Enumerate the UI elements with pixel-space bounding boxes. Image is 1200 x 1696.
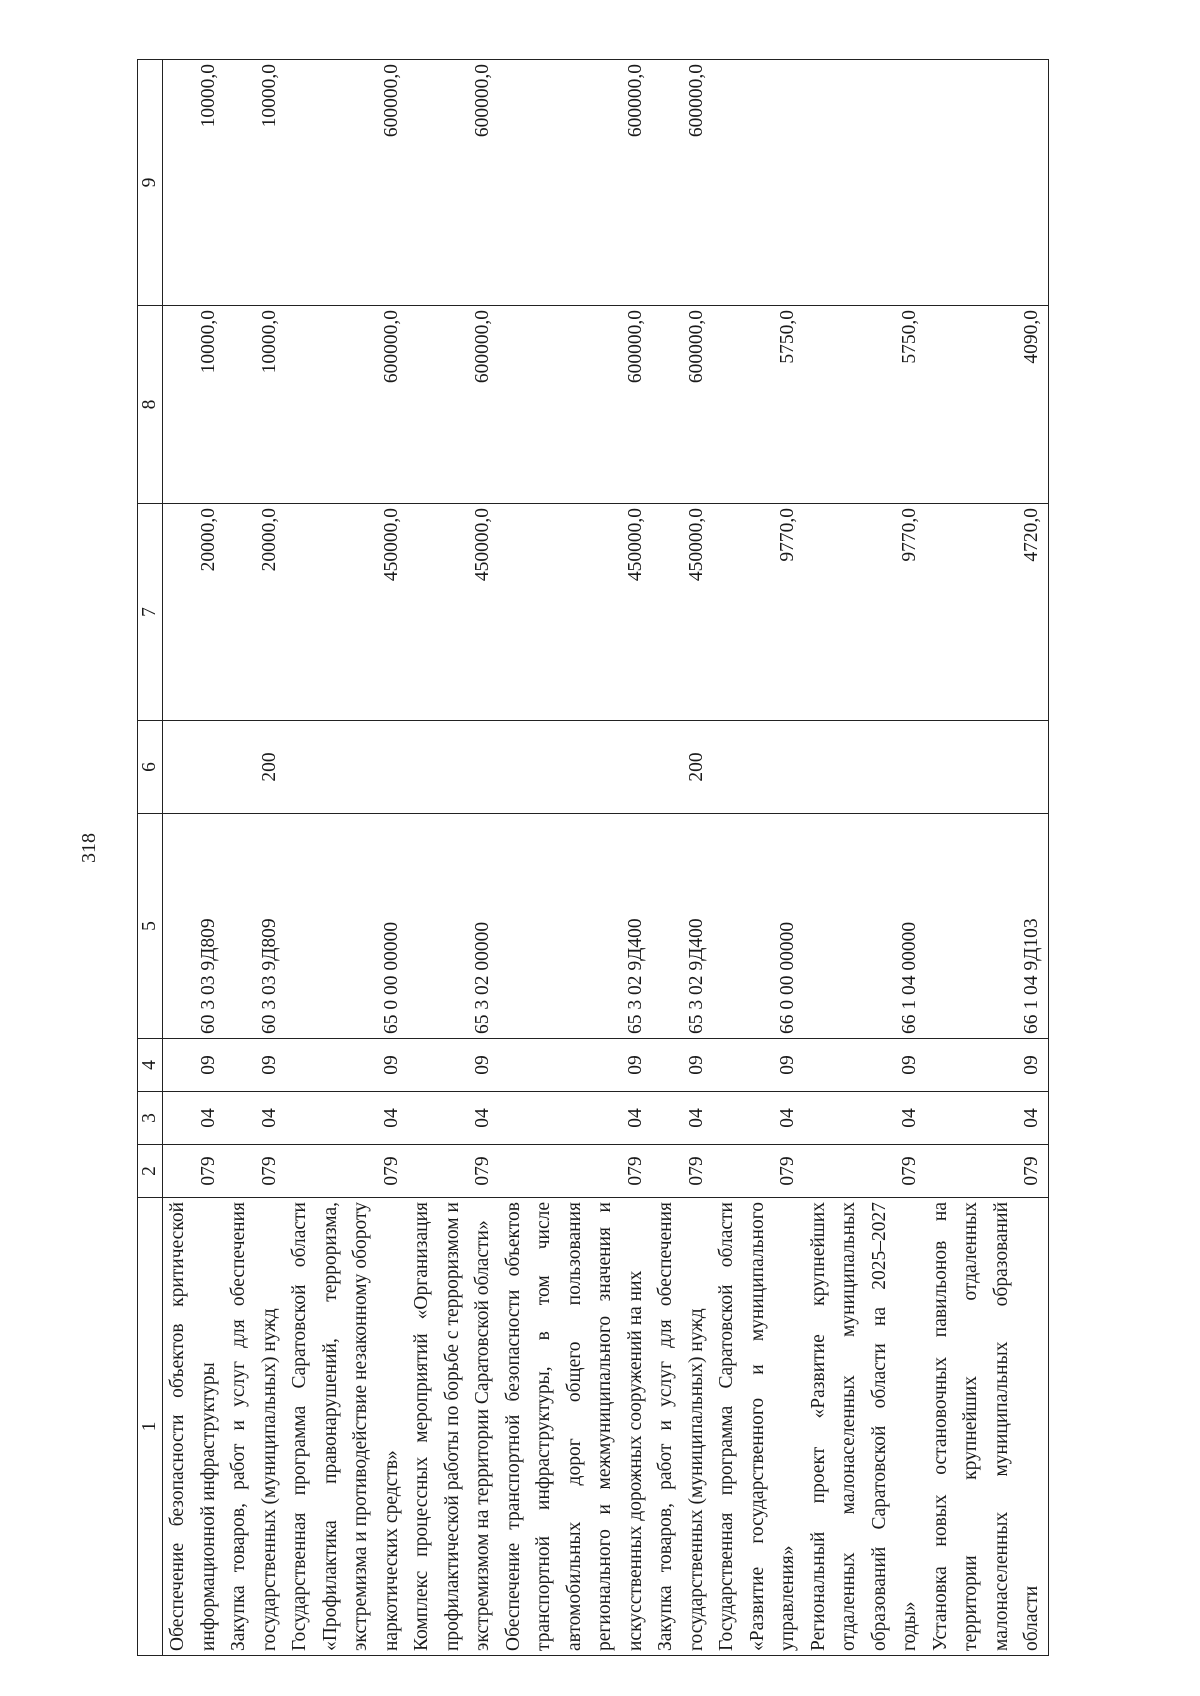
- item-name: Закупка товаров, работ и услуг для обеспечения государственных (муниципальных) нужд: [651, 1198, 712, 1656]
- amount-col-8: 5750,0: [804, 306, 926, 504]
- section-code: 04: [163, 1092, 225, 1145]
- amount-col-8: 600000,0: [499, 306, 652, 504]
- amount-col-7: 450000,0: [285, 504, 407, 721]
- target-article-code: 60 3 03 9Д809: [163, 814, 225, 1039]
- ministry-code: 079: [163, 1145, 225, 1198]
- column-header: 3: [138, 1092, 163, 1145]
- amount-col-9: 10000,0: [163, 60, 225, 306]
- ministry-code: 079: [285, 1145, 407, 1198]
- amount-col-9: 600000,0: [285, 60, 407, 306]
- column-header: 4: [138, 1039, 163, 1092]
- ministry-code: 079: [926, 1145, 1049, 1198]
- section-code: 04: [285, 1092, 407, 1145]
- subsection-code: 09: [651, 1039, 712, 1092]
- amount-col-7: 4720,0: [926, 504, 1049, 721]
- amount-col-7: 450000,0: [407, 504, 499, 721]
- expense-type-code: 200: [651, 721, 712, 814]
- expense-type-code: [499, 721, 652, 814]
- ministry-code: 079: [712, 1145, 804, 1198]
- table-row: [804, 60, 926, 1656]
- section-code: 04: [407, 1092, 499, 1145]
- amount-col-8: 600000,0: [407, 306, 499, 504]
- expense-type-code: 200: [224, 721, 285, 814]
- target-article-code: 60 3 03 9Д809: [224, 814, 285, 1039]
- amount-col-9: [926, 60, 1049, 306]
- table-row: [926, 60, 1049, 1656]
- ministry-code: 079: [407, 1145, 499, 1198]
- table-row: [285, 60, 407, 1656]
- expense-type-code: [407, 721, 499, 814]
- amount-col-9: 600000,0: [499, 60, 652, 306]
- amount-col-7: 450000,0: [499, 504, 652, 721]
- subsection-code: 09: [224, 1039, 285, 1092]
- amount-col-7: 9770,0: [712, 504, 804, 721]
- page-number: 318: [78, 833, 100, 863]
- item-name: Закупка товаров, работ и услуг для обеспечения государственных (муниципальных) нужд: [224, 1198, 285, 1656]
- item-name: Государственная программа Саратовской области «Развитие государственного и муниципального управления»: [712, 1198, 804, 1656]
- table-row: [407, 60, 499, 1656]
- expense-type-code: [926, 721, 1049, 814]
- subsection-code: 09: [926, 1039, 1049, 1092]
- column-header: 6: [138, 721, 163, 814]
- section-code: 04: [224, 1092, 285, 1145]
- ministry-code: 079: [804, 1145, 926, 1198]
- column-header: 1: [138, 1198, 163, 1656]
- amount-col-9: 600000,0: [407, 60, 499, 306]
- section-code: 04: [651, 1092, 712, 1145]
- subsection-code: 09: [804, 1039, 926, 1092]
- amount-col-8: 10000,0: [163, 306, 225, 504]
- target-article-code: 65 0 00 00000: [285, 814, 407, 1039]
- item-name: Обеспечение безопасности объектов критической информационной инфраструктуры: [163, 1198, 225, 1656]
- column-header: 2: [138, 1145, 163, 1198]
- ministry-code: 079: [651, 1145, 712, 1198]
- target-article-code: 66 1 04 9Д103: [926, 814, 1049, 1039]
- subsection-code: 09: [712, 1039, 804, 1092]
- expense-type-code: [712, 721, 804, 814]
- budget-table: [137, 59, 1049, 1656]
- item-name: Комплекс процессных мероприятий «Организация профилактической работы по борьбе с терроризмом и экстремизмом на территории Саратовской области»: [407, 1198, 499, 1656]
- target-article-code: 66 1 04 00000: [804, 814, 926, 1039]
- item-name: Государственная программа Саратовской области «Профилактика правонарушений, терроризма, экстремизма и противодействие незаконному обороту наркотических средств»: [285, 1198, 407, 1656]
- table-row: [651, 60, 712, 1656]
- subsection-code: 09: [163, 1039, 225, 1092]
- column-header: 7: [138, 504, 163, 721]
- expense-type-code: [804, 721, 926, 814]
- ministry-code: 079: [499, 1145, 652, 1198]
- subsection-code: 09: [285, 1039, 407, 1092]
- target-article-code: 66 0 00 00000: [712, 814, 804, 1039]
- section-code: 04: [499, 1092, 652, 1145]
- amount-col-7: 450000,0: [651, 504, 712, 721]
- expense-type-code: [285, 721, 407, 814]
- section-code: 04: [926, 1092, 1049, 1145]
- table-row: [712, 60, 804, 1656]
- item-name: Установка новых остановочных павильонов на территории крупнейших отдаленных малонаселенных муниципальных образований области: [926, 1198, 1049, 1656]
- amount-col-8: 10000,0: [224, 306, 285, 504]
- amount-col-7: 20000,0: [163, 504, 225, 721]
- column-header: 8: [138, 306, 163, 504]
- table-row: [163, 60, 225, 1656]
- subsection-code: 09: [407, 1039, 499, 1092]
- amount-col-8: 4090,0: [926, 306, 1049, 504]
- amount-col-7: 20000,0: [224, 504, 285, 721]
- amount-col-9: [804, 60, 926, 306]
- section-code: 04: [712, 1092, 804, 1145]
- amount-col-7: 9770,0: [804, 504, 926, 721]
- item-name: Обеспечение транспортной безопасности объектов транспортной инфраструктуры, в том числе автомобильных дорог общего пользования регионального и межмуниципального значения и искусственных дорожных сооружений на них: [499, 1198, 652, 1656]
- subsection-code: 09: [499, 1039, 652, 1092]
- ministry-code: 079: [224, 1145, 285, 1198]
- item-name: Региональный проект «Развитие крупнейших отдаленных малонаселенных муниципальных образований Саратовской области на 2025–2027 годы»: [804, 1198, 926, 1656]
- target-article-code: 65 3 02 9Д400: [499, 814, 652, 1039]
- target-article-code: 65 3 02 9Д400: [651, 814, 712, 1039]
- section-code: 04: [804, 1092, 926, 1145]
- table-row: [224, 60, 285, 1656]
- column-header: 9: [138, 60, 163, 306]
- column-header: 5: [138, 814, 163, 1039]
- expense-type-code: [163, 721, 225, 814]
- header-row: [138, 60, 163, 1656]
- table-row: [499, 60, 652, 1656]
- amount-col-8: 600000,0: [285, 306, 407, 504]
- amount-col-8: 600000,0: [651, 306, 712, 504]
- amount-col-9: 600000,0: [651, 60, 712, 306]
- target-article-code: 65 3 02 00000: [407, 814, 499, 1039]
- amount-col-9: [712, 60, 804, 306]
- amount-col-8: 5750,0: [712, 306, 804, 504]
- amount-col-9: 10000,0: [224, 60, 285, 306]
